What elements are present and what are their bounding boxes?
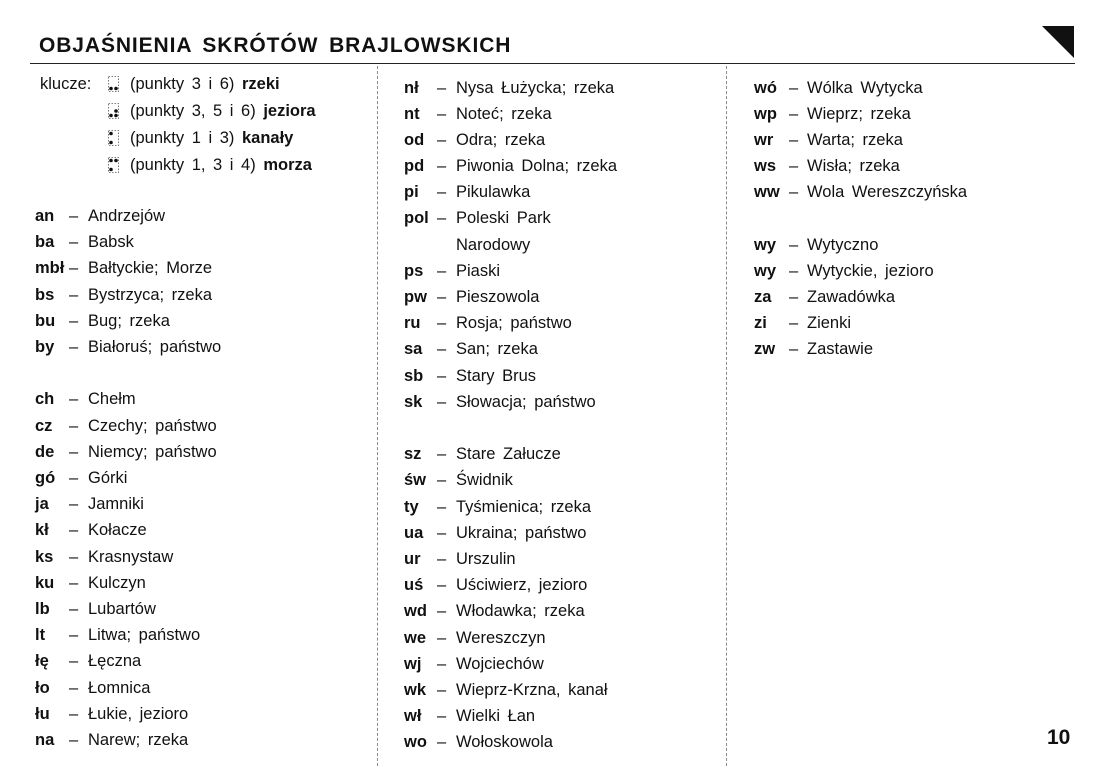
abbreviation-description: Łęczna [88,652,142,670]
abbreviation-description: Rosja; państwo [456,314,572,332]
abbreviation-description: Bystrzyca; rzeka [88,286,213,304]
abbreviation-description: Wojciechów [456,655,544,673]
key-points: (punkty 3 i 6) [130,75,235,93]
abbreviation-entry [754,128,1084,152]
abbreviation-description: Łukie, jezioro [88,705,189,723]
dash-separator: – [437,340,447,358]
abbreviation-entry [35,492,365,516]
abbreviation: gó [35,469,56,487]
abbreviation-entry [404,311,734,335]
abbreviation-entry [35,728,365,752]
abbreviation: od [404,131,425,149]
abbreviation-description: Wołoskowola [456,733,553,751]
abbreviation: wd [404,602,427,620]
abbreviation: bs [35,286,55,304]
abbreviation: ps [404,262,424,280]
abbreviation: zi [754,314,767,332]
abbreviation-entry [754,102,1084,126]
abbreviation-entry [35,256,365,280]
dash-separator: – [69,705,79,723]
abbreviation-description: Kulczyn [88,574,146,592]
abbreviation: lt [35,626,46,644]
abbreviation-entry [404,730,734,754]
abbreviation: kł [35,521,49,539]
abbreviation-description: Narew; rzeka [88,731,189,749]
abbreviation-description: Włodawka; rzeka [456,602,585,620]
abbreviation: ba [35,233,55,251]
abbreviation: ło [35,679,50,697]
dash-separator: – [437,209,447,227]
abbreviation-description: Stary Brus [456,367,537,385]
key-row [0,99,360,123]
abbreviation-entry [35,335,365,359]
abbreviation-description: Nysa Łużycka; rzeka [456,79,615,97]
abbreviation-entry [404,180,734,204]
abbreviation-description: Wielki Łan [456,707,536,725]
key-meaning: jeziora [263,102,316,120]
abbreviation-entry [754,337,1084,361]
dash-separator: – [437,79,447,97]
abbreviation-description: Zastawie [807,340,874,358]
abbreviation-description: Odra; rzeka [456,131,546,149]
abbreviation-description: Chełm [88,390,136,408]
dash-separator: – [69,731,79,749]
dash-separator: – [789,340,799,358]
abbreviation-entry [404,337,734,361]
abbreviation: mbł [35,259,65,277]
abbreviation-entry [754,285,1084,309]
abbreviation-entry [35,597,365,621]
abbreviation-entry [404,390,734,414]
abbreviation-description: Słowacja; państwo [456,393,596,411]
abbreviation-description: San; rzeka [456,340,538,358]
abbreviation-description: Noteć; rzeka [456,105,552,123]
abbreviation: sa [404,340,423,358]
abbreviation-description: Łomnica [88,679,151,697]
abbreviation-description: Wólka Wytycka [807,79,923,97]
abbreviation-entry [404,233,734,257]
key-row [0,126,360,150]
abbreviation-entry [35,387,365,411]
abbreviation: nt [404,105,420,123]
key-meaning: morza [263,156,312,174]
corner-triangle-icon [1042,26,1074,58]
abbreviation-description: Wytyckie, jezioro [807,262,934,280]
abbreviation-entry [35,518,365,542]
dash-separator: – [437,288,447,306]
dash-separator: – [789,288,799,306]
abbreviation-description: Urszulin [456,550,516,568]
abbreviation: ru [404,314,421,332]
abbreviation-description: Andrzejów [88,207,166,225]
key-row [0,153,360,177]
abbreviation: we [404,629,427,647]
abbreviation-entry [404,442,734,466]
abbreviation: na [35,731,55,749]
abbreviation-description: Wieprz-Krzna, kanał [456,681,608,699]
abbreviation-description: Jamniki [88,495,144,513]
abbreviation: ws [754,157,777,175]
braille-dots-1-3-4-icon [108,157,119,173]
abbreviation-entry [404,547,734,571]
abbreviation-entry [35,414,365,438]
dash-separator: – [69,390,79,408]
page-title: OBJAŚNIENIA SKRÓTÓW BRAJLOWSKICH [39,34,512,57]
abbreviation-description: Białoruś; państwo [88,338,222,356]
abbreviation-description: Wisła; rzeka [807,157,900,175]
abbreviation-description: Stare Załucze [456,445,561,463]
abbreviation: wp [754,105,777,123]
abbreviation: pi [404,183,419,201]
abbreviation-description: Babsk [88,233,134,251]
abbreviation: wk [404,681,427,699]
abbreviation-entry [404,76,734,100]
key-label: klucze: [40,75,92,93]
column-divider [377,66,378,766]
abbreviation-entry [35,571,365,595]
abbreviation-description: Wieprz; rzeka [807,105,911,123]
abbreviation-description: Górki [88,469,128,487]
dash-separator: – [69,443,79,461]
abbreviation: ty [404,498,419,516]
page-number: 10 [1047,726,1071,749]
abbreviation: sk [404,393,423,411]
abbreviation-description: Zienki [807,314,852,332]
dash-separator: – [437,367,447,385]
title-underline [30,63,1075,64]
abbreviation-description: Krasnystaw [88,548,174,566]
abbreviation-description: Świdnik [456,471,513,489]
abbreviation-description: Piaski [456,262,501,280]
abbreviation-entry [404,573,734,597]
dash-separator: – [437,105,447,123]
abbreviation: sz [404,445,422,463]
dash-separator: – [437,314,447,332]
dash-separator: – [69,312,79,330]
dash-separator: – [789,131,799,149]
dash-separator: – [789,236,799,254]
abbreviation: by [35,338,55,356]
abbreviation-description: Piwonia Dolna; rzeka [456,157,617,175]
abbreviation-entry [404,154,734,178]
abbreviation: de [35,443,55,461]
abbreviation: sb [404,367,424,385]
abbreviation-entry [404,704,734,728]
abbreviation-entry [35,545,365,569]
braille-dots-3-5-6-icon [108,103,119,119]
abbreviation-entry [404,678,734,702]
key-row [0,72,360,96]
dash-separator: – [69,233,79,251]
abbreviation: an [35,207,55,225]
abbreviation-description: Ukraina; państwo [456,524,587,542]
dash-separator: – [437,471,447,489]
abbreviation-entry [404,102,734,126]
braille-dots-3-6-icon [108,76,119,92]
dash-separator: – [69,548,79,566]
key-points: (punkty 1, 3 i 4) [130,156,256,174]
abbreviation-entry [404,495,734,519]
dash-separator: – [437,550,447,568]
abbreviation: nł [404,79,419,97]
abbreviation: ja [35,495,49,513]
abbreviation-entry [754,180,1084,204]
abbreviation-entry [35,204,365,228]
abbreviation-entry [754,76,1084,100]
abbreviation-description: Czechy; państwo [88,417,217,435]
abbreviation-description: Wereszczyn [456,629,546,647]
abbreviation-description: Uściwierz, jezioro [456,576,588,594]
dash-separator: – [789,183,799,201]
abbreviation: wy [754,236,777,254]
dash-separator: – [437,157,447,175]
dash-separator: – [789,105,799,123]
key-points: (punkty 3, 5 i 6) [130,102,256,120]
abbreviation: ur [404,550,421,568]
dash-separator: – [789,157,799,175]
abbreviation: wy [754,262,777,280]
abbreviation: łę [35,652,49,670]
braille-dots-1-3-icon [108,130,119,146]
abbreviation: wj [404,655,422,673]
abbreviation-description: Kołacze [88,521,147,539]
abbreviation-description: Bałtyckie; Morze [88,259,213,277]
abbreviation-description: Niemcy; państwo [88,443,217,461]
abbreviation-description: Narodowy [456,236,531,254]
abbreviation-entry [754,259,1084,283]
abbreviation-description: Pieszowola [456,288,540,306]
dash-separator: – [437,262,447,280]
abbreviation: ku [35,574,55,592]
abbreviation-entry [35,466,365,490]
abbreviation-entry [35,702,365,726]
dash-separator: – [437,445,447,463]
dash-separator: – [437,524,447,542]
abbreviation-description: Pikulawka [456,183,531,201]
abbreviation-description: Poleski Park [456,209,551,227]
abbreviation-entry [754,311,1084,335]
dash-separator: – [69,286,79,304]
dash-separator: – [437,707,447,725]
dash-separator: – [69,469,79,487]
dash-separator: – [789,262,799,280]
abbreviation: pw [404,288,427,306]
abbreviation-entry [404,468,734,492]
dash-separator: – [69,679,79,697]
abbreviation-description: Wytyczno [807,236,879,254]
abbreviation-entry [35,283,365,307]
abbreviation-entry [404,128,734,152]
dash-separator: – [437,629,447,647]
abbreviation: ch [35,390,55,408]
abbreviation-entry [35,440,365,464]
abbreviation: pol [404,209,429,227]
key-meaning: kanały [241,129,294,147]
abbreviation: wó [754,79,777,97]
abbreviation-entry [35,230,365,254]
abbreviation-entry [404,599,734,623]
abbreviation-description: Bug; rzeka [88,312,170,330]
abbreviation-entry [754,154,1084,178]
abbreviation: pd [404,157,425,175]
dash-separator: – [437,576,447,594]
dash-separator: – [437,681,447,699]
abbreviation-description: Zawadówka [807,288,896,306]
abbreviation-description: Litwa; państwo [88,626,201,644]
abbreviation-entry [404,206,734,230]
dash-separator: – [69,521,79,539]
abbreviation-entry [35,309,365,333]
dash-separator: – [437,131,447,149]
abbreviation: ks [35,548,54,566]
dash-separator: – [789,314,799,332]
key-meaning: rzeki [241,75,280,93]
abbreviation: św [404,471,427,489]
dash-separator: – [69,338,79,356]
abbreviation-entry [404,652,734,676]
abbreviation-description: Wola Wereszczyńska [807,183,968,201]
dash-separator: – [69,626,79,644]
abbreviation-entry [404,285,734,309]
abbreviation-entry [35,676,365,700]
abbreviation: wo [404,733,427,751]
abbreviation: łu [35,705,50,723]
abbreviation: ww [754,183,780,201]
abbreviation-entry [404,259,734,283]
abbreviation-entry [754,233,1084,257]
dash-separator: – [69,417,79,435]
dash-separator: – [789,79,799,97]
dash-separator: – [437,183,447,201]
abbreviation: bu [35,312,56,330]
abbreviation: zw [754,340,776,358]
abbreviation-description: Warta; rzeka [807,131,903,149]
abbreviation-entry [404,626,734,650]
abbreviation: uś [404,576,424,594]
abbreviation-entry [404,364,734,388]
dash-separator: – [69,652,79,670]
dash-separator: – [69,574,79,592]
abbreviation-entry [35,649,365,673]
abbreviation: lb [35,600,50,618]
abbreviation: wł [404,707,422,725]
key-points: (punkty 1 i 3) [130,129,235,147]
abbreviation-entry [35,623,365,647]
dash-separator: – [69,600,79,618]
dash-separator: – [437,655,447,673]
dash-separator: – [437,733,447,751]
abbreviation-entry [404,521,734,545]
abbreviation-description: Tyśmienica; rzeka [456,498,592,516]
abbreviation: za [754,288,772,306]
dash-separator: – [69,207,79,225]
dash-separator: – [69,259,79,277]
abbreviation-description: Lubartów [88,600,156,618]
dash-separator: – [69,495,79,513]
dash-separator: – [437,498,447,516]
abbreviation: cz [35,417,53,435]
dash-separator: – [437,393,447,411]
abbreviation: wr [754,131,774,149]
abbreviation: ua [404,524,424,542]
dash-separator: – [437,602,447,620]
